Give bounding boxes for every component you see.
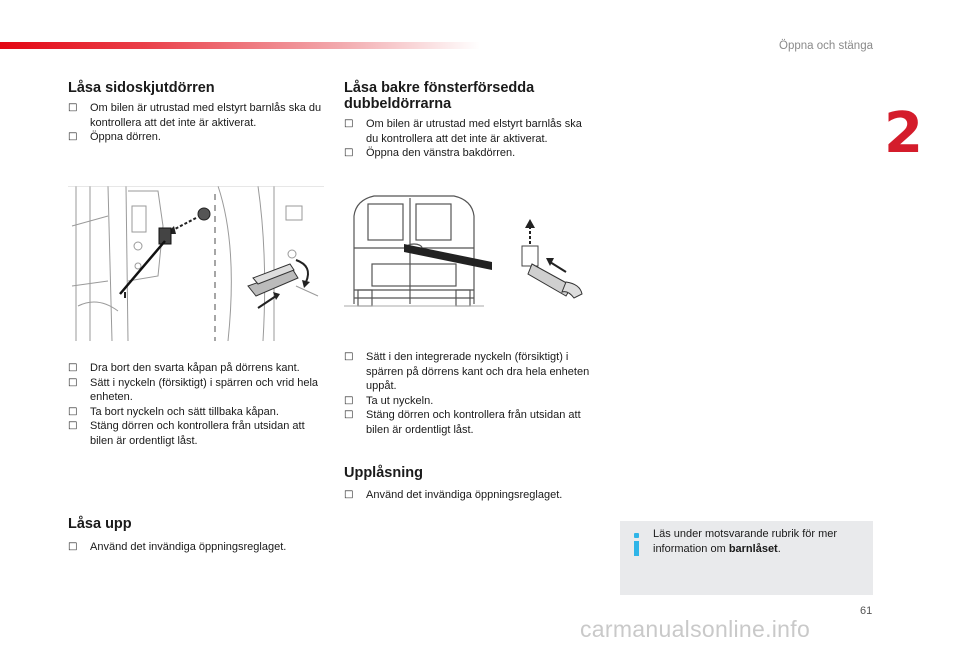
info-icon — [632, 533, 642, 557]
sliding-door-diagram — [68, 186, 324, 341]
list-item: □ Om bilen är utrustad med elstyrt barnlås ska du kontrollera att det inte är aktiverat. — [344, 117, 594, 146]
list-item: □ Ta bort nyckeln och sätt tillbaka kåpan. — [68, 405, 328, 420]
list-item: □ Stäng dörren och kontrollera från utsidan att bilen är ordentligt låst. — [68, 419, 328, 448]
list-item: □ Sätt i nyckeln (försiktigt) i spärren och vrid hela enheten. — [68, 376, 328, 405]
left-steps-list — [68, 361, 328, 448]
info-text — [653, 527, 863, 556]
heading-unlock: Låsa upp — [68, 516, 132, 532]
left-intro-list — [68, 101, 326, 145]
right-steps-list — [344, 350, 594, 437]
list-item: □ Använd det invändiga öppningsreglaget. — [68, 540, 328, 555]
heading-lock-rear-doors: Låsa bakre fönsterförsedda dubbeldörrarna — [344, 80, 535, 112]
left-unlock-list — [68, 540, 328, 555]
list-item: □ Sätt i den integrerade nyckeln (försiktigt) i spärren på dörrens kant och dra hela enheten uppåt. — [344, 350, 594, 394]
info-text-bold: barnlåset — [728, 542, 778, 555]
right-unlock-list — [344, 488, 594, 503]
heading-lock-sliding-door: Låsa sidoskjutdörren — [68, 80, 215, 96]
right-intro-list — [344, 117, 594, 161]
list-item: □ Om bilen är utrustad med elstyrt barnlås ska du kontrollera att det inte är aktiverat. — [68, 101, 326, 130]
info-text-prefix: Läs under motsvarande rubrik för mer information om — [653, 528, 838, 555]
list-item: □ Ta ut nyckeln. — [344, 394, 594, 409]
list-item: □ Öppna den vänstra bakdörren. — [344, 146, 594, 161]
page-number: 61 — [860, 605, 873, 617]
chapter-number: 2 — [884, 101, 923, 166]
heading-unlocking: Upplåsning — [344, 465, 423, 481]
sliding-door-lock-illustration — [68, 186, 324, 341]
info-box — [620, 521, 873, 595]
list-item: □ Dra bort den svarta kåpan på dörrens kant. — [68, 361, 328, 376]
watermark: carmanualsonline.info — [580, 616, 811, 642]
header-accent-bar — [0, 42, 480, 49]
list-item: □ Stäng dörren och kontrollera från utsidan att bilen är ordentligt låst. — [344, 408, 594, 437]
info-text-suffix: . — [777, 542, 781, 555]
list-item: □ Använd det invändiga öppningsreglaget. — [344, 488, 594, 503]
rear-doors-diagram — [344, 186, 599, 316]
rear-door-lock-illustration — [344, 186, 599, 316]
list-item: □ Öppna dörren. — [68, 130, 326, 145]
section-title: Öppna och stänga — [779, 40, 873, 52]
